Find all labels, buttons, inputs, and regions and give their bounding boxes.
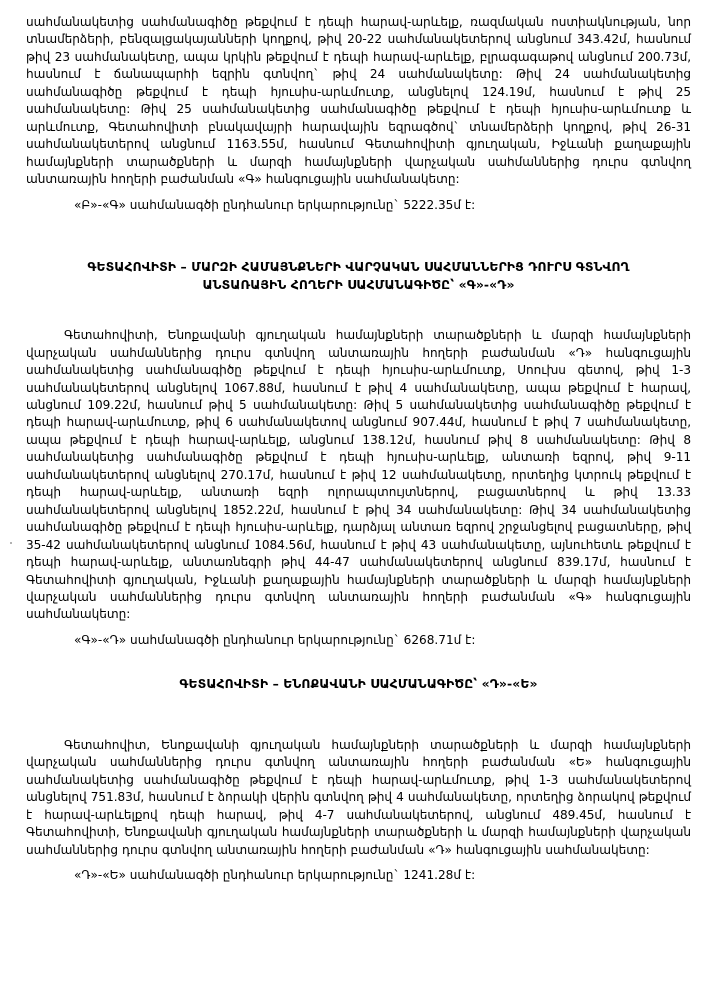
section-heading-2-line-1: ԳԵՏԱՀՈՎԻՏԻ – ԵՆՈՔԱՎԱՆԻ ՍԱՀՄԱՆԱԳԻԾԸ՝ «Դ»-«Ե» [179, 676, 538, 692]
spacer [26, 693, 691, 737]
summary-line-d-e: «Դ»-«Ե» սահմանագծի ընդհանուր երկարությունը` 1241.28մ է: [74, 868, 476, 883]
paragraph-intro: սահմանակետից սահմանագիծը թեքվում է դեպի հարավ-արևելք, ռազմական ոստիակնության, նոր տնամերձերի, բենզալցակայանների կողքով, թիվ 20-22 սահմանակետերով անցնում 343.42մ, հասնում թիվ 23 սահմանակետը, ապա կրկին թեքվում է դեպի հարավ-արևելք, բլրագագաթով անցնում 200.73մ, հասնում է ճանապարհի եզրին գտնվող` թիվ 24 սահմանակետը: Թիվ 24 սահմանակետից սահմանագիծը թեքվում է դեպի հյուսիս-արևմուտք, անցնելով 124.19մ, հասնում է թիվ 25 սահմանակետը: Թիվ 25 սահմանակետից սահմանագիծը թեքվում է դեպի հյուսիս-արևմուտք և արևմուտք, Գետահովիտի բնակավայրի հարավային եզրագծով` տնամերձերի կողքով, թիվ 26-31 սահմանակետերով անցնում 1163.55մ, հասնում Գետահովիտի գյուղական, Իջևանի քաղաքային համայնքների տարածքների և մարզի համայնքների վարչական սահմաններից դուրս գտնվող անտառային հողերի բաժանման «Գ» հանգուցային սահմանակետը: [26, 15, 691, 187]
spacer [26, 649, 691, 675]
paragraph-section-d-e: Գետահովիտ, Ենոքավանի գյուղական համայնքների տարածքների և մարզի համայնքների վարչական սահմաններից դուրս գտնվող անտառային հողերի բաժանման «Ե» հանգուցային սահմանակետից սահմանագիծը թեքվում է դեպի հարավ-արևմուտք, թիվ 1-3 սահմանակետերով անցնելով 751.83մ, հասնում է ձորակի վերին գտնվող թիվ 4 սահմանակետը, որտեղից ձորակով թեքվում է հարավ-արևելքով դեպի հարավ, թիվ 4-7 սահմանակետերով, անցնում 489.45մ, հասնում է Գետահովիտի, Ենոքավանի գյուղական համայնքների տարածքների և մարզի համայնքների վարչական սահմաններից դուրս գտնվող անտառային հողերի բաժանման «Դ» հանգուցային սահմանակետը: [26, 737, 691, 857]
section-heading-1-line-1: ԳԵՏԱՀՈՎԻՏԻ – ՄԱՐԶԻ ՀԱՄԱՅՆՔՆԵՐԻ ՎԱՐՉԱԿԱՆ ՍԱՀՄԱՆՆԵՐԻՑ ԴՈՒՐՍ ԳՏՆՎՈՂ [87, 258, 630, 274]
spacer [26, 189, 691, 197]
spacer [26, 859, 691, 867]
spacer [26, 624, 691, 632]
section-heading-1-line-2: ԱՆՏԱՌԱՅԻՆ ՀՈՂԵՐԻ ՍԱՀՄԱՆԱԳԻԾԸ՝ «Գ»-«Դ» [202, 276, 515, 292]
spacer [26, 293, 691, 327]
summary-line-g-d: «Գ»-«Դ» սահմանագծի ընդհանուր երկարությունը` 6268.71մ է: [74, 632, 476, 647]
summary-line-b-g: «Բ»-«Գ» սահմանագծի ընդհանուր երկարությունը` 5222.35մ է: [74, 197, 476, 212]
scan-speck [10, 542, 12, 544]
spacer [26, 214, 691, 258]
paragraph-section-g-d: Գետահովիտի, Ենոքավանի գյուղական համայնքների տարածքների և մարզի համայնքների վարչական սահմաններից դուրս գտնվող անտառային հողերի բաժանման «Դ» հանգուցային սահմանակետից սահմանագիծը թեքվում է դեպի հյուսիս-արևմուտք, Սոուխս գետով, թիվ 1-3 սահմանակետերով անցնելով 1067.88մ, հասնում է թիվ 4 սահմանակետը, ապա թեքվում է հարավ, անցնում 109.22մ, հասնում թիվ 5 սահմանակետը: Թիվ 5 սահմանակետից սահմանագիծը թեքվում է դեպի հարավ-արևմուտք, թիվ 6 սահմանակետով անցնում 907.44մ, հասնում է թիվ 7 սահմանակետը, ապա թեքվում է դեպի հարավ-արևելք, անցնում 138.12մ, հասնում թիվ 8 սահմանակետը: Թիվ 8 սահմանակետից սահմանագիծը թեքվում է դեպի հյուսիս-արևելք, անտառի եզրով, թիվ 9-11 սահմանակետերով անցնելով 270.17մ, հասնում է թիվ 12 սահմանակետը, որտեղից կտրուկ թեքվում է դեպի հարավ-արևելք, անտառի եզրի ոլորապտույտներով, բացատներով և թիվ 13.33 սահմանակետերով անցնելով 1852.22մ, հասնում է թիվ 34 սահմանակետը: Թիվ 34 սահմանակետից սահմանագիծը թեքվում է դեպի հյուսիս-արևելք, դարձյալ անտառ եզրով շրջանցելով բացատները, թիվ 35-42 սահմանակետերով անցնում 1084.56մ, հասնում է թիվ 43 սահմանակետը, այնուհետև թեքվում է դեպի հարավ-արևելք, անտառնեգրի թիվ 44-47 սահմանակետերով անցնում 839.17մ, հասնում է Գետահովիտի գյուղական, Իջևանի քաղաքային համայնքների տարածքների և մարզի համայնքների վարչական սահմաններից դուրս գտնվող անտառային հողերի բաժանման «Գ» հանգուցային սահմանակետը: [26, 328, 691, 622]
